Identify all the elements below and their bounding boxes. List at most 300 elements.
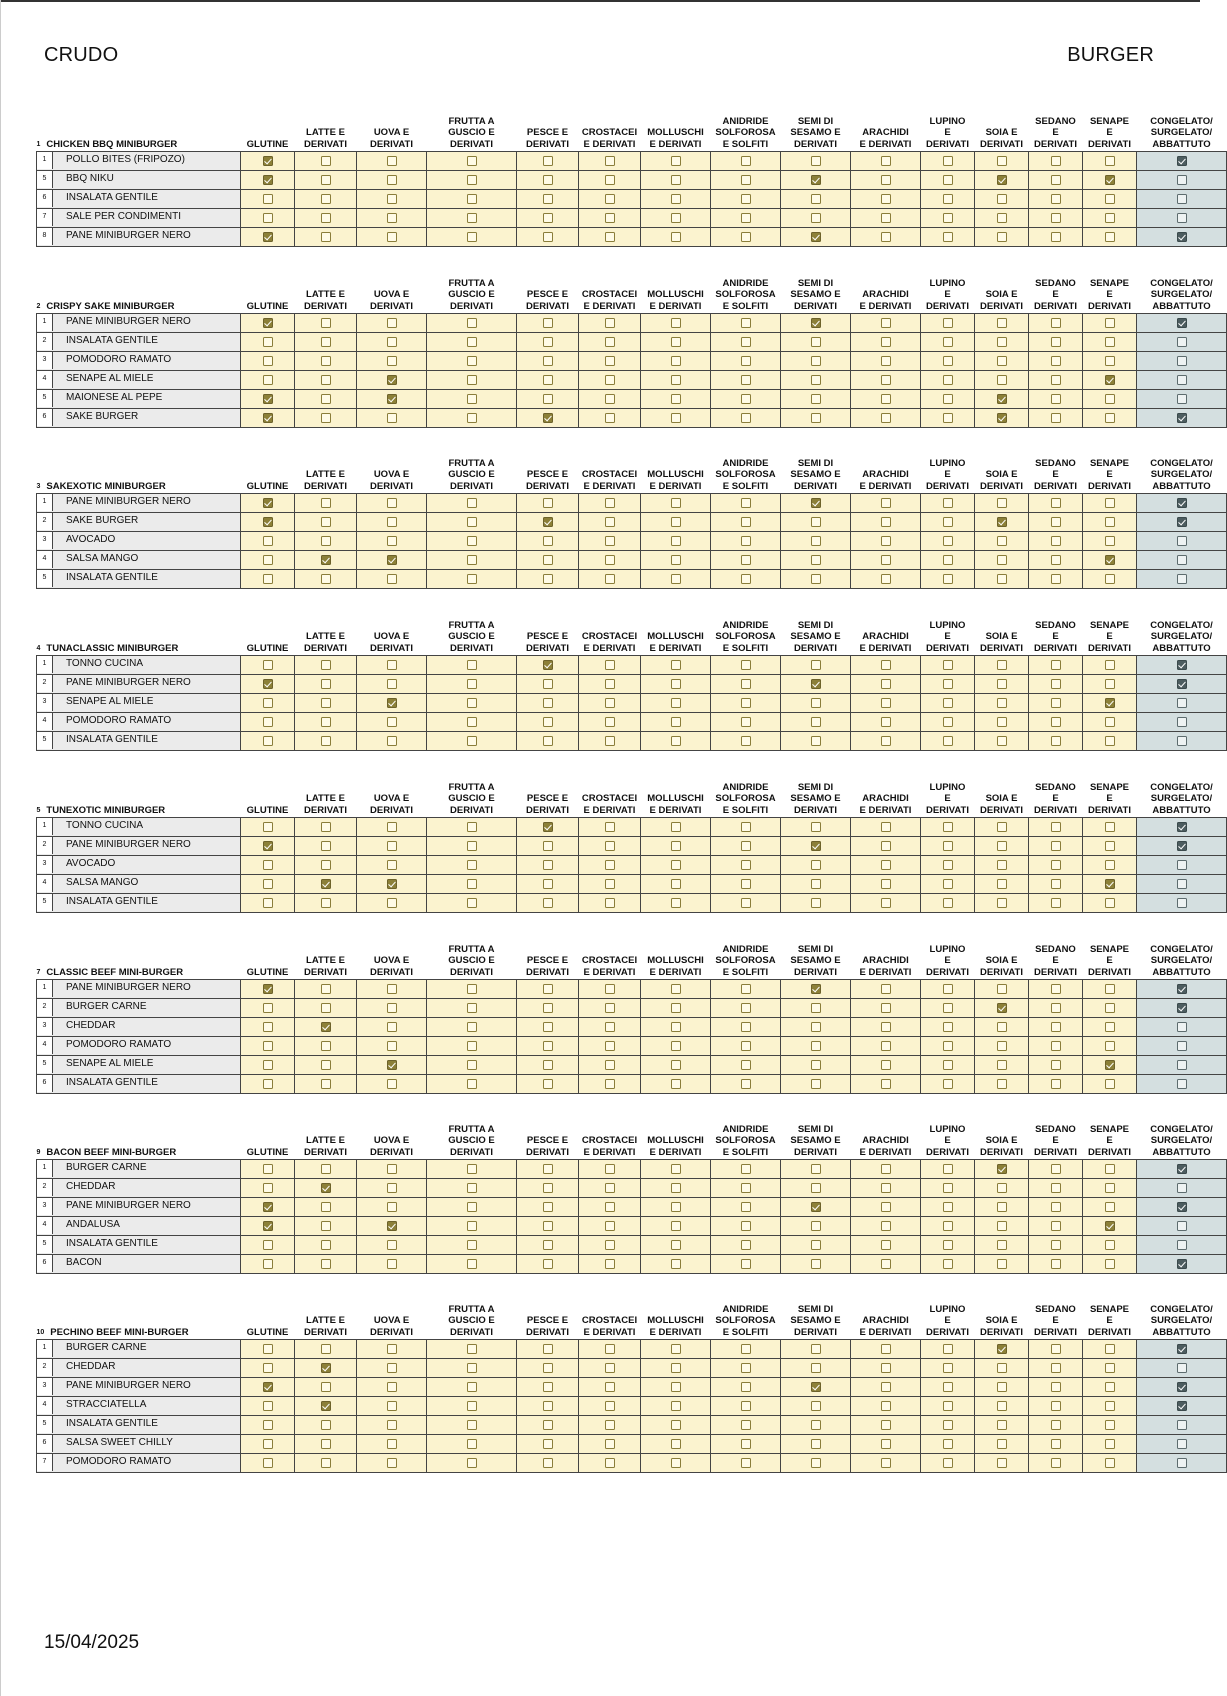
checkbox-unchecked[interactable]: [741, 175, 751, 185]
checkbox-unchecked[interactable]: [811, 1363, 821, 1373]
checkbox-unchecked[interactable]: [881, 1344, 891, 1354]
checkbox-unchecked[interactable]: [467, 1221, 477, 1231]
checkbox-unchecked[interactable]: [943, 1183, 953, 1193]
checkbox-unchecked[interactable]: [811, 1240, 821, 1250]
checkbox-unchecked[interactable]: [467, 1363, 477, 1373]
checkbox-unchecked[interactable]: [543, 156, 553, 166]
checkbox-unchecked[interactable]: [811, 879, 821, 889]
checkbox-unchecked[interactable]: [1051, 822, 1061, 832]
checkbox-unchecked[interactable]: [467, 156, 477, 166]
checkbox-unchecked[interactable]: [811, 356, 821, 366]
checkbox-unchecked[interactable]: [881, 898, 891, 908]
checkbox-unchecked[interactable]: [997, 660, 1007, 670]
checkbox-unchecked[interactable]: [605, 1420, 615, 1430]
checkbox-checked[interactable]: [1105, 375, 1115, 385]
checkbox-unchecked[interactable]: [467, 555, 477, 565]
checkbox-unchecked[interactable]: [881, 984, 891, 994]
checkbox-unchecked[interactable]: [387, 660, 397, 670]
checkbox-unchecked[interactable]: [263, 1164, 273, 1174]
checkbox-unchecked[interactable]: [741, 517, 751, 527]
checkbox-unchecked[interactable]: [811, 1164, 821, 1174]
checkbox-unchecked[interactable]: [263, 860, 273, 870]
checkbox-unchecked[interactable]: [605, 1221, 615, 1231]
checkbox-unchecked[interactable]: [543, 555, 553, 565]
checkbox-checked[interactable]: [263, 517, 273, 527]
checkbox-unchecked[interactable]: [467, 736, 477, 746]
checkbox-unchecked[interactable]: [811, 898, 821, 908]
checkbox-unchecked[interactable]: [671, 536, 681, 546]
checkbox-unchecked[interactable]: [741, 898, 751, 908]
checkbox-unchecked[interactable]: [881, 517, 891, 527]
checkbox-unchecked[interactable]: [741, 356, 751, 366]
checkbox-unchecked[interactable]: [943, 898, 953, 908]
checkbox-unchecked[interactable]: [811, 1439, 821, 1449]
checkbox-checked[interactable]: [263, 175, 273, 185]
checkbox-unchecked[interactable]: [387, 736, 397, 746]
checkbox-unchecked[interactable]: [605, 175, 615, 185]
checkbox-unchecked[interactable]: [1051, 394, 1061, 404]
checkbox-unchecked[interactable]: [387, 194, 397, 204]
checkbox-unchecked[interactable]: [387, 1439, 397, 1449]
checkbox-unchecked[interactable]: [467, 194, 477, 204]
checkbox-unchecked[interactable]: [467, 1164, 477, 1174]
checkbox-unchecked[interactable]: [811, 717, 821, 727]
checkbox-unchecked[interactable]: [1051, 1344, 1061, 1354]
checkbox-unchecked[interactable]: [881, 1439, 891, 1449]
checkbox-unchecked[interactable]: [811, 413, 821, 423]
checkbox-unchecked[interactable]: [943, 698, 953, 708]
checkbox-unchecked[interactable]: [321, 517, 331, 527]
checkbox-unchecked[interactable]: [263, 1003, 273, 1013]
checkbox-checked[interactable]: [1105, 1221, 1115, 1231]
checkbox-unchecked[interactable]: [1051, 194, 1061, 204]
checkbox-unchecked[interactable]: [881, 213, 891, 223]
checkbox-unchecked[interactable]: [1051, 1183, 1061, 1193]
checkbox-unchecked[interactable]: [943, 879, 953, 889]
checkbox-unchecked[interactable]: [467, 1259, 477, 1269]
checkbox-unchecked[interactable]: [671, 413, 681, 423]
checkbox-checked[interactable]: [811, 175, 821, 185]
checkbox-unchecked[interactable]: [263, 1259, 273, 1269]
checkbox-unchecked[interactable]: [881, 1259, 891, 1269]
checkbox-unchecked[interactable]: [467, 1458, 477, 1468]
checkbox-unchecked[interactable]: [605, 1022, 615, 1032]
checkbox-unchecked[interactable]: [671, 394, 681, 404]
checkbox-unchecked[interactable]: [543, 318, 553, 328]
checkbox-unchecked[interactable]: [1051, 660, 1061, 670]
checkbox-unchecked[interactable]: [321, 356, 331, 366]
checkbox-unchecked[interactable]: [467, 1079, 477, 1089]
checkbox-unchecked[interactable]: [321, 1382, 331, 1392]
checkbox-unchecked[interactable]: [263, 1458, 273, 1468]
checkbox-checked[interactable]: [263, 1221, 273, 1231]
checkbox-unchecked[interactable]: [671, 1164, 681, 1174]
checkbox-unchecked[interactable]: [263, 822, 273, 832]
checkbox-unchecked[interactable]: [997, 1041, 1007, 1051]
checkbox-unchecked[interactable]: [671, 1022, 681, 1032]
checkbox-unchecked[interactable]: [263, 1401, 273, 1411]
checkbox-unchecked[interactable]: [1051, 498, 1061, 508]
checkbox-unchecked[interactable]: [543, 736, 553, 746]
checkbox-unchecked[interactable]: [263, 1344, 273, 1354]
checkbox-unchecked[interactable]: [1051, 1202, 1061, 1212]
checkbox-unchecked[interactable]: [1051, 841, 1061, 851]
checkbox-unchecked[interactable]: [671, 1003, 681, 1013]
checkbox-unchecked[interactable]: [321, 394, 331, 404]
checkbox-unchecked[interactable]: [943, 394, 953, 404]
checkbox-unchecked[interactable]: [263, 879, 273, 889]
checkbox-unchecked[interactable]: [1051, 517, 1061, 527]
checkbox-unchecked[interactable]: [943, 822, 953, 832]
checkbox-unchecked[interactable]: [605, 555, 615, 565]
checkbox-unchecked[interactable]: [1051, 1439, 1061, 1449]
checkbox-unchecked[interactable]: [605, 232, 615, 242]
checkbox-unchecked[interactable]: [943, 175, 953, 185]
checkbox-unchecked[interactable]: [671, 822, 681, 832]
checkbox-unchecked[interactable]: [467, 413, 477, 423]
checkbox-unchecked[interactable]: [605, 984, 615, 994]
checkbox-unchecked[interactable]: [881, 1363, 891, 1373]
checkbox-unchecked[interactable]: [467, 860, 477, 870]
checkbox-checked[interactable]: [811, 498, 821, 508]
checkbox-unchecked[interactable]: [387, 679, 397, 689]
checkbox-checked[interactable]: [811, 841, 821, 851]
checkbox-unchecked[interactable]: [741, 375, 751, 385]
checkbox-unchecked[interactable]: [321, 1041, 331, 1051]
checkbox-unchecked[interactable]: [671, 232, 681, 242]
checkbox-unchecked[interactable]: [263, 194, 273, 204]
checkbox-unchecked[interactable]: [467, 1041, 477, 1051]
checkbox-unchecked[interactable]: [1051, 1041, 1061, 1051]
checkbox-unchecked[interactable]: [263, 1060, 273, 1070]
checkbox-unchecked[interactable]: [1105, 822, 1115, 832]
checkbox-unchecked[interactable]: [741, 841, 751, 851]
checkbox-unchecked[interactable]: [1051, 536, 1061, 546]
checkbox-unchecked[interactable]: [543, 698, 553, 708]
checkbox-checked[interactable]: [263, 1382, 273, 1392]
checkbox-unchecked[interactable]: [997, 156, 1007, 166]
checkbox-unchecked[interactable]: [605, 1164, 615, 1174]
checkbox-unchecked[interactable]: [671, 1458, 681, 1468]
checkbox-unchecked[interactable]: [387, 860, 397, 870]
checkbox-unchecked[interactable]: [671, 156, 681, 166]
checkbox-unchecked[interactable]: [997, 698, 1007, 708]
checkbox-unchecked[interactable]: [943, 1003, 953, 1013]
checkbox-unchecked[interactable]: [997, 1060, 1007, 1070]
checkbox-unchecked[interactable]: [741, 394, 751, 404]
checkbox-unchecked[interactable]: [997, 736, 1007, 746]
checkbox-unchecked[interactable]: [263, 1022, 273, 1032]
checkbox-unchecked[interactable]: [943, 984, 953, 994]
checkbox-unchecked[interactable]: [543, 1420, 553, 1430]
checkbox-unchecked[interactable]: [943, 232, 953, 242]
checkbox-unchecked[interactable]: [811, 1183, 821, 1193]
checkbox-unchecked[interactable]: [605, 822, 615, 832]
checkbox-unchecked[interactable]: [1051, 413, 1061, 423]
checkbox-unchecked[interactable]: [997, 1183, 1007, 1193]
checkbox-unchecked[interactable]: [1051, 1458, 1061, 1468]
checkbox-checked[interactable]: [997, 394, 1007, 404]
checkbox-unchecked[interactable]: [671, 1401, 681, 1411]
checkbox-unchecked[interactable]: [811, 194, 821, 204]
checkbox-unchecked[interactable]: [1177, 1363, 1187, 1373]
checkbox-unchecked[interactable]: [467, 822, 477, 832]
checkbox-checked[interactable]: [543, 413, 553, 423]
checkbox-unchecked[interactable]: [943, 517, 953, 527]
checkbox-unchecked[interactable]: [1051, 156, 1061, 166]
checkbox-unchecked[interactable]: [387, 1401, 397, 1411]
checkbox-unchecked[interactable]: [1105, 232, 1115, 242]
checkbox-unchecked[interactable]: [543, 1259, 553, 1269]
checkbox-unchecked[interactable]: [387, 1041, 397, 1051]
checkbox-unchecked[interactable]: [881, 679, 891, 689]
checkbox-unchecked[interactable]: [387, 822, 397, 832]
checkbox-unchecked[interactable]: [263, 1439, 273, 1449]
checkbox-checked[interactable]: [1105, 1060, 1115, 1070]
checkbox-unchecked[interactable]: [741, 860, 751, 870]
checkbox-unchecked[interactable]: [881, 337, 891, 347]
checkbox-unchecked[interactable]: [741, 213, 751, 223]
checkbox-checked[interactable]: [811, 1382, 821, 1392]
checkbox-unchecked[interactable]: [387, 536, 397, 546]
checkbox-unchecked[interactable]: [1177, 1060, 1187, 1070]
checkbox-unchecked[interactable]: [1105, 736, 1115, 746]
checkbox-unchecked[interactable]: [387, 841, 397, 851]
checkbox-unchecked[interactable]: [1051, 1164, 1061, 1174]
checkbox-unchecked[interactable]: [671, 860, 681, 870]
checkbox-unchecked[interactable]: [387, 1183, 397, 1193]
checkbox-unchecked[interactable]: [543, 574, 553, 584]
checkbox-checked[interactable]: [997, 1344, 1007, 1354]
checkbox-checked[interactable]: [387, 879, 397, 889]
checkbox-unchecked[interactable]: [605, 194, 615, 204]
checkbox-unchecked[interactable]: [543, 984, 553, 994]
checkbox-unchecked[interactable]: [881, 498, 891, 508]
checkbox-unchecked[interactable]: [467, 1202, 477, 1212]
checkbox-unchecked[interactable]: [811, 517, 821, 527]
checkbox-unchecked[interactable]: [543, 1079, 553, 1089]
checkbox-unchecked[interactable]: [387, 1382, 397, 1392]
checkbox-unchecked[interactable]: [1051, 698, 1061, 708]
checkbox-unchecked[interactable]: [543, 213, 553, 223]
checkbox-unchecked[interactable]: [321, 498, 331, 508]
checkbox-unchecked[interactable]: [605, 1202, 615, 1212]
checkbox-checked[interactable]: [263, 841, 273, 851]
checkbox-unchecked[interactable]: [943, 736, 953, 746]
checkbox-unchecked[interactable]: [321, 679, 331, 689]
checkbox-unchecked[interactable]: [321, 1202, 331, 1212]
checkbox-unchecked[interactable]: [1105, 1420, 1115, 1430]
checkbox-unchecked[interactable]: [943, 356, 953, 366]
checkbox-unchecked[interactable]: [605, 841, 615, 851]
checkbox-unchecked[interactable]: [1051, 1060, 1061, 1070]
checkbox-unchecked[interactable]: [467, 841, 477, 851]
checkbox-unchecked[interactable]: [741, 1079, 751, 1089]
checkbox-checked[interactable]: [543, 660, 553, 670]
checkbox-unchecked[interactable]: [881, 736, 891, 746]
checkbox-unchecked[interactable]: [671, 984, 681, 994]
checkbox-unchecked[interactable]: [605, 1259, 615, 1269]
checkbox-unchecked[interactable]: [1051, 879, 1061, 889]
checkbox-unchecked[interactable]: [467, 1240, 477, 1250]
checkbox-unchecked[interactable]: [881, 574, 891, 584]
checkbox-checked[interactable]: [543, 517, 553, 527]
checkbox-unchecked[interactable]: [605, 1382, 615, 1392]
checkbox-unchecked[interactable]: [671, 1344, 681, 1354]
checkbox-unchecked[interactable]: [605, 1439, 615, 1449]
checkbox-unchecked[interactable]: [741, 1183, 751, 1193]
checkbox-unchecked[interactable]: [263, 574, 273, 584]
checkbox-unchecked[interactable]: [321, 1344, 331, 1354]
checkbox-unchecked[interactable]: [881, 1240, 891, 1250]
checkbox-unchecked[interactable]: [467, 879, 477, 889]
checkbox-unchecked[interactable]: [1105, 841, 1115, 851]
checkbox-unchecked[interactable]: [741, 156, 751, 166]
checkbox-unchecked[interactable]: [671, 1183, 681, 1193]
checkbox-unchecked[interactable]: [811, 536, 821, 546]
checkbox-unchecked[interactable]: [321, 698, 331, 708]
checkbox-unchecked[interactable]: [321, 194, 331, 204]
checkbox-unchecked[interactable]: [605, 860, 615, 870]
checkbox-unchecked[interactable]: [467, 679, 477, 689]
checkbox-unchecked[interactable]: [1105, 1240, 1115, 1250]
checkbox-unchecked[interactable]: [997, 1439, 1007, 1449]
checkbox-unchecked[interactable]: [543, 394, 553, 404]
checkbox-unchecked[interactable]: [1051, 1022, 1061, 1032]
checkbox-unchecked[interactable]: [1177, 337, 1187, 347]
checkbox-unchecked[interactable]: [943, 1382, 953, 1392]
checkbox-unchecked[interactable]: [881, 194, 891, 204]
checkbox-unchecked[interactable]: [671, 375, 681, 385]
checkbox-unchecked[interactable]: [263, 375, 273, 385]
checkbox-unchecked[interactable]: [605, 1060, 615, 1070]
checkbox-unchecked[interactable]: [543, 1202, 553, 1212]
checkbox-unchecked[interactable]: [321, 574, 331, 584]
checkbox-unchecked[interactable]: [321, 1439, 331, 1449]
checkbox-unchecked[interactable]: [387, 1259, 397, 1269]
checkbox-unchecked[interactable]: [321, 860, 331, 870]
checkbox-unchecked[interactable]: [467, 1183, 477, 1193]
checkbox-unchecked[interactable]: [741, 1240, 751, 1250]
checkbox-unchecked[interactable]: [1105, 1202, 1115, 1212]
checkbox-unchecked[interactable]: [811, 1401, 821, 1411]
checkbox-unchecked[interactable]: [1051, 1003, 1061, 1013]
checkbox-checked[interactable]: [321, 1401, 331, 1411]
checkbox-unchecked[interactable]: [741, 232, 751, 242]
checkbox-unchecked[interactable]: [387, 213, 397, 223]
checkbox-unchecked[interactable]: [741, 1458, 751, 1468]
checkbox-unchecked[interactable]: [1051, 318, 1061, 328]
checkbox-unchecked[interactable]: [321, 822, 331, 832]
checkbox-unchecked[interactable]: [997, 898, 1007, 908]
checkbox-checked[interactable]: [263, 232, 273, 242]
checkbox-unchecked[interactable]: [741, 822, 751, 832]
checkbox-checked[interactable]: [1105, 555, 1115, 565]
checkbox-unchecked[interactable]: [543, 879, 553, 889]
checkbox-unchecked[interactable]: [387, 337, 397, 347]
checkbox-unchecked[interactable]: [321, 1164, 331, 1174]
checkbox-unchecked[interactable]: [943, 1420, 953, 1430]
checkbox-unchecked[interactable]: [467, 1060, 477, 1070]
checkbox-unchecked[interactable]: [1051, 375, 1061, 385]
checkbox-unchecked[interactable]: [467, 232, 477, 242]
checkbox-checked[interactable]: [321, 1022, 331, 1032]
checkbox-checked[interactable]: [1177, 984, 1187, 994]
checkbox-unchecked[interactable]: [943, 337, 953, 347]
checkbox-unchecked[interactable]: [943, 375, 953, 385]
checkbox-unchecked[interactable]: [1177, 1458, 1187, 1468]
checkbox-unchecked[interactable]: [467, 375, 477, 385]
checkbox-unchecked[interactable]: [741, 1420, 751, 1430]
checkbox-unchecked[interactable]: [1177, 356, 1187, 366]
checkbox-unchecked[interactable]: [605, 660, 615, 670]
checkbox-unchecked[interactable]: [605, 394, 615, 404]
checkbox-unchecked[interactable]: [387, 356, 397, 366]
checkbox-unchecked[interactable]: [881, 536, 891, 546]
checkbox-unchecked[interactable]: [943, 1439, 953, 1449]
checkbox-unchecked[interactable]: [997, 1259, 1007, 1269]
checkbox-unchecked[interactable]: [1177, 1041, 1187, 1051]
checkbox-checked[interactable]: [263, 318, 273, 328]
checkbox-unchecked[interactable]: [263, 1079, 273, 1089]
checkbox-unchecked[interactable]: [997, 841, 1007, 851]
checkbox-checked[interactable]: [387, 375, 397, 385]
checkbox-unchecked[interactable]: [387, 1344, 397, 1354]
checkbox-unchecked[interactable]: [997, 1202, 1007, 1212]
checkbox-unchecked[interactable]: [741, 337, 751, 347]
checkbox-unchecked[interactable]: [671, 517, 681, 527]
checkbox-checked[interactable]: [1177, 1401, 1187, 1411]
checkbox-unchecked[interactable]: [605, 574, 615, 584]
checkbox-unchecked[interactable]: [467, 574, 477, 584]
checkbox-unchecked[interactable]: [811, 1041, 821, 1051]
checkbox-unchecked[interactable]: [1105, 194, 1115, 204]
checkbox-checked[interactable]: [997, 1003, 1007, 1013]
checkbox-unchecked[interactable]: [387, 1079, 397, 1089]
checkbox-checked[interactable]: [811, 318, 821, 328]
checkbox-unchecked[interactable]: [1105, 1363, 1115, 1373]
checkbox-unchecked[interactable]: [881, 1079, 891, 1089]
checkbox-unchecked[interactable]: [321, 213, 331, 223]
checkbox-unchecked[interactable]: [671, 1221, 681, 1231]
checkbox-unchecked[interactable]: [741, 879, 751, 889]
checkbox-unchecked[interactable]: [1177, 898, 1187, 908]
checkbox-unchecked[interactable]: [1177, 194, 1187, 204]
checkbox-unchecked[interactable]: [1177, 1022, 1187, 1032]
checkbox-unchecked[interactable]: [997, 194, 1007, 204]
checkbox-checked[interactable]: [1177, 1382, 1187, 1392]
checkbox-unchecked[interactable]: [881, 1420, 891, 1430]
checkbox-unchecked[interactable]: [1105, 1041, 1115, 1051]
checkbox-unchecked[interactable]: [1051, 1240, 1061, 1250]
checkbox-unchecked[interactable]: [605, 1240, 615, 1250]
checkbox-unchecked[interactable]: [741, 1164, 751, 1174]
checkbox-checked[interactable]: [1177, 822, 1187, 832]
checkbox-unchecked[interactable]: [605, 375, 615, 385]
checkbox-unchecked[interactable]: [1051, 1259, 1061, 1269]
checkbox-unchecked[interactable]: [741, 1439, 751, 1449]
checkbox-unchecked[interactable]: [943, 1458, 953, 1468]
checkbox-unchecked[interactable]: [1105, 574, 1115, 584]
checkbox-checked[interactable]: [387, 555, 397, 565]
checkbox-unchecked[interactable]: [811, 1060, 821, 1070]
checkbox-unchecked[interactable]: [943, 1363, 953, 1373]
checkbox-checked[interactable]: [1177, 660, 1187, 670]
checkbox-unchecked[interactable]: [263, 660, 273, 670]
checkbox-unchecked[interactable]: [741, 555, 751, 565]
checkbox-unchecked[interactable]: [1177, 375, 1187, 385]
checkbox-unchecked[interactable]: [671, 574, 681, 584]
